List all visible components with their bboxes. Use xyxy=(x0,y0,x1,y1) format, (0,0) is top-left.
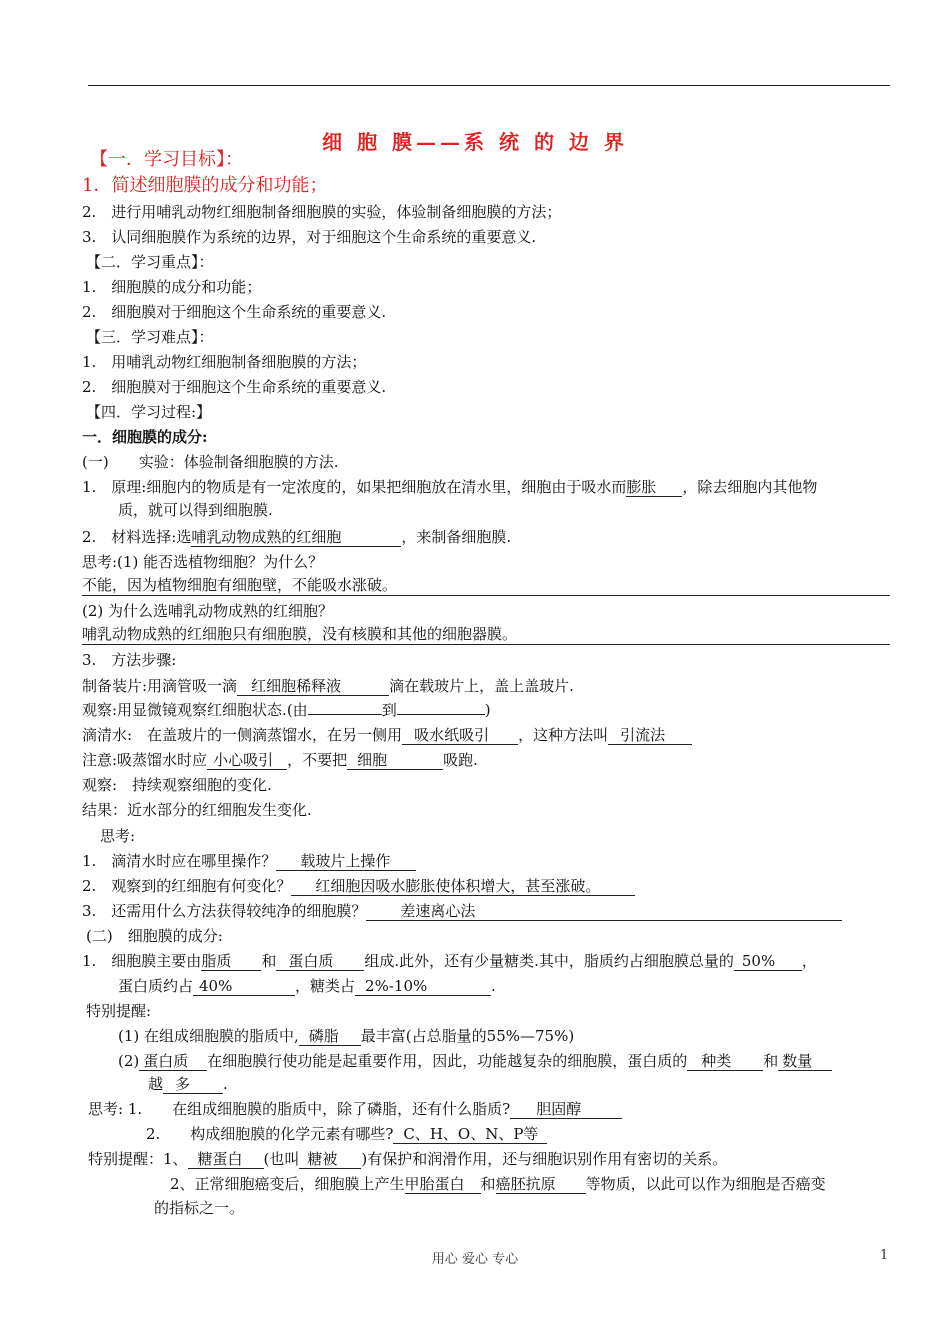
answer-blank: 磷脂 xyxy=(299,1027,361,1046)
result-line: 结果：近水部分的红细胞发生变化. xyxy=(82,801,312,819)
answer-blank: 多 xyxy=(163,1075,223,1094)
tip-2: (2) 蛋白质 在细胞膜行使功能是起重要作用，因此，功能越复杂的细胞膜，蛋白质的 种类 和 数量 xyxy=(118,1051,930,1071)
tip-4-cont: 的指标之一。 xyxy=(154,1199,245,1217)
page-footer: 用心 爱心 专心 xyxy=(431,1252,519,1267)
think-q2: (2) 为什么选哺乳动物成熟的红细胞？ xyxy=(82,602,334,620)
prep-line: 制备装片:用滴管吸一滴 红细胞稀释液 滴在载玻片上，盖上盖玻片. xyxy=(82,677,574,695)
answer-blank: 引流法 xyxy=(608,726,692,745)
observe2-line: 观察: 持续观察细胞的变化. xyxy=(82,776,272,794)
principle-line: 1. 原理:细胞内的物质是有一定浓度的，如果把细胞放在清水里，细胞由于吸水而膨胀 ，除去细胞内其他物 xyxy=(82,478,818,496)
answer-blank: 细胞 xyxy=(347,751,443,770)
question-2: 2. 构成细胞膜的化学元素有哪些? C、H、O、N、P等 xyxy=(146,1124,950,1144)
difficult-2: 2. 细胞膜对于细胞这个生命系统的重要意义. xyxy=(82,378,387,396)
answer-blank: 40% xyxy=(193,977,295,996)
answer-blank: 哺乳动物成熟的红细胞 xyxy=(191,528,401,547)
answer-blank: 脂质 xyxy=(201,952,261,971)
objectives-heading: 【一．学习目标】： xyxy=(90,149,243,170)
answer-blank: C、H、O、N、P等 xyxy=(393,1125,547,1144)
think2-q1: 1. 滴清水时应在哪里操作？ 载玻片上操作 xyxy=(82,851,894,871)
think2-heading: 思考: xyxy=(100,827,136,845)
difficult-1: 1. 用哺乳动物红细胞制备细胞膜的方法； xyxy=(82,353,367,371)
blank xyxy=(397,714,485,715)
answer-blank: 吸水纸吸引 xyxy=(402,726,518,745)
answer-blank: 差速离心法 xyxy=(366,902,842,921)
answer-blank: 胆固醇 xyxy=(510,1100,622,1119)
section-1-heading: 一．细胞膜的成分: xyxy=(82,428,208,446)
drip-line: 滴清水: 在盖玻片的一侧滴蒸馏水，在另一侧用 吸水纸吸引 ，这种方法叫 引流法 xyxy=(82,725,894,745)
question-1: 思考: 1. 在组成细胞膜的脂质中，除了磷脂，还有什么脂质? 胆固醇 xyxy=(88,1099,900,1119)
think-a1: 不能，因为植物细胞有细胞壁，不能吸水涨破。 xyxy=(82,575,890,596)
answer-blank: 蛋白质 xyxy=(139,1052,207,1071)
objective-1: 1．简述细胞膜的成分和功能； xyxy=(82,175,328,196)
tip-heading: 特别提醒: xyxy=(86,1002,152,1020)
answer-blank: 蛋白质 xyxy=(276,952,364,971)
answer-blank: 糖蛋白 xyxy=(188,1150,264,1169)
tip-2-cont: 越 多 . xyxy=(148,1075,228,1093)
answer-blank: 糖被 xyxy=(299,1150,361,1169)
header-rule xyxy=(88,85,890,86)
answer-blank: 癌胚抗原 xyxy=(496,1175,586,1194)
observe-line: 观察:用显微镜观察红细胞状态.(由 到 ) xyxy=(82,701,491,719)
answer-blank: 红细胞因吸水膨胀使体积增大，甚至涨破。 xyxy=(291,877,635,896)
process-heading: 【四．学习过程:】 xyxy=(86,403,212,421)
composition-line-2: 蛋白质约占 40% ，糖类占 2%-10% . xyxy=(118,977,496,995)
think2-q3: 3. 还需用什么方法获得较纯净的细胞膜？ 差速离心法 xyxy=(82,901,894,921)
objective-3: 3. 认同细胞膜作为系统的边界，对于细胞这个生命系统的重要意义. xyxy=(82,228,537,246)
difficult-heading: 【三．学习难点】： xyxy=(86,328,214,346)
note-line: 注意:吸蒸馏水时应 小心吸引 ，不要把 细胞 吸跑. xyxy=(82,751,478,769)
blank xyxy=(308,714,382,715)
objective-2: 2. 进行用哺乳动物红细胞制备细胞膜的实验，体验制备细胞膜的方法； xyxy=(82,203,562,221)
tip-1: (1) 在组成细胞膜的脂质中, 磷脂 最丰富(占总脂量的55%—75%) xyxy=(118,1027,575,1045)
tip-3: 特别提醒：1、 糖蛋白 (也叫 糖被 )有保护和润滑作用，还与细胞识别作用有密切的关系。 xyxy=(88,1150,728,1168)
answer-blank: 50% xyxy=(734,952,802,971)
material-line: 2. 材料选择:选哺乳动物成熟的红细胞 ，来制备细胞膜. xyxy=(82,528,512,546)
answer-blank: 红细胞稀释液 xyxy=(237,677,389,696)
answer-blank: 数量 xyxy=(778,1052,832,1071)
page-number: 1 xyxy=(880,1248,889,1263)
think-q1: 思考:(1) 能否选植物细胞？为什么？ xyxy=(82,553,324,571)
tip-4: 2、正常细胞癌变后，细胞膜上产生甲胎蛋白 和癌胚抗原 等物质，以此可以作为细胞是否癌变 xyxy=(170,1175,826,1193)
key-2: 2. 细胞膜对于细胞这个生命系统的重要意义. xyxy=(82,303,387,321)
answer-blank: 载玻片上操作 xyxy=(276,852,416,871)
key-1: 1. 细胞膜的成分和功能； xyxy=(82,278,262,296)
composition-line-1: 1. 细胞膜主要由脂质 和 蛋白质 组成.此外，还有少量糖类.其中，脂质约占细胞膜总量的 50% ， xyxy=(82,952,817,970)
key-heading: 【二．学习重点】： xyxy=(86,253,214,271)
composition-heading: (二) 细胞膜的成分: xyxy=(86,927,223,945)
think-a2: 哺乳动物成熟的红细胞只有细胞膜，没有核膜和其他的细胞器膜。 xyxy=(82,624,890,645)
page-title: 细 胞 膜——系 统 的 边 界 xyxy=(322,130,628,154)
think2-q2: 2. 观察到的红细胞有何变化？ 红细胞因吸水膨胀使体积增大，甚至涨破。 xyxy=(82,876,894,896)
method-heading: 3. 方法步骤: xyxy=(82,651,177,669)
experiment-label: (一) 实验：体验制备细胞膜的方法. xyxy=(82,453,339,471)
principle-cont: 质，就可以得到细胞膜. xyxy=(118,501,273,519)
answer-blank: 种类 xyxy=(687,1052,763,1071)
answer-blank: 膨胀 xyxy=(626,478,682,497)
answer-blank: 2%-10% xyxy=(355,977,491,996)
answer-blank: 小心吸引 xyxy=(207,751,287,770)
answer-blank: 甲胎蛋白 xyxy=(405,1175,481,1194)
